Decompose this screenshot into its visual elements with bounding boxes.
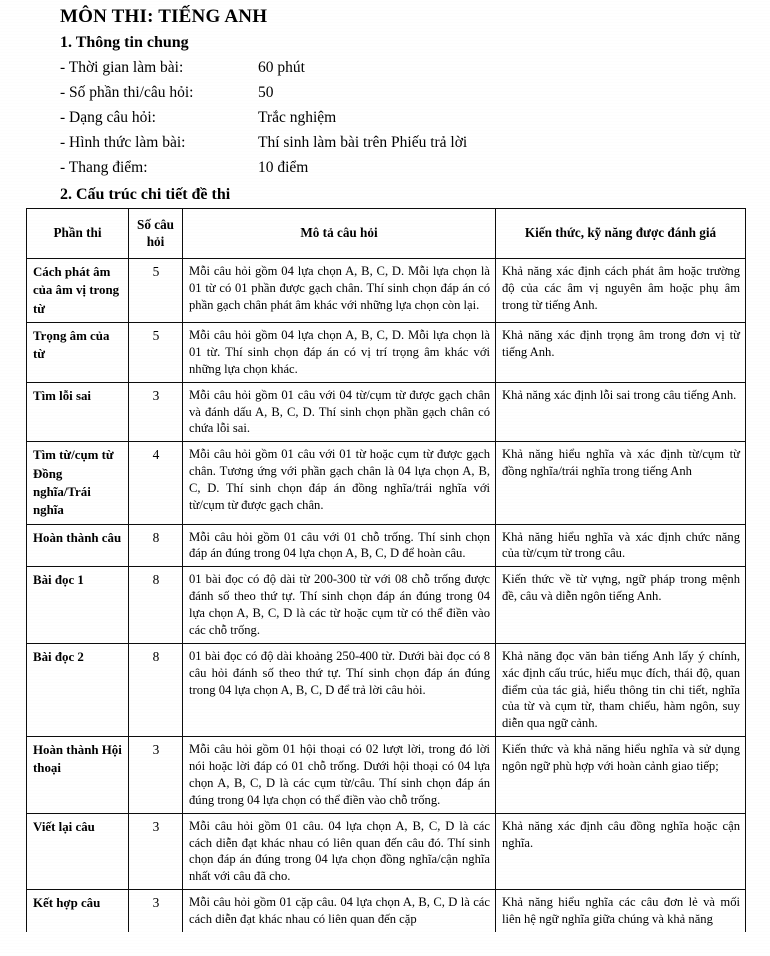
cell-description: 01 bài đọc có độ dài từ 200-300 từ với 08 chỗ trống được đánh số theo thứ tự. Thí sinh chọn đáp án đúng trong 04 lựa chọn A, B, C, D là các từ hoặc cụm từ có thể điền vào các chỗ trống. xyxy=(183,567,496,644)
table-row xyxy=(27,524,746,567)
cell-count: 5 xyxy=(129,323,183,383)
cell-skill: Khả năng xác định câu đồng nghĩa hoặc cận nghĩa. xyxy=(496,813,746,890)
general-info-list xyxy=(0,54,770,181)
cell-description: Mỗi câu hỏi gồm 01 câu với 04 từ/cụm từ được gạch chân và đánh dấu A, B, C, D. Thí sinh chọn phần gạch chân có chứa lỗi sai. xyxy=(183,382,496,442)
section-heading-exam-structure: 2. Cấu trúc chi tiết đề thi xyxy=(60,185,231,203)
cell-skill: Kiến thức và khả năng hiểu nghĩa và sử dụng ngôn ngữ phù hợp với hoàn cảnh giao tiếp; xyxy=(496,737,746,814)
cell-part: Hoàn thành câu xyxy=(27,524,129,567)
cell-part: Tìm từ/cụm từ Đồng nghĩa/Trái nghĩa xyxy=(27,442,129,524)
cell-part: Kết hợp câu xyxy=(27,890,129,932)
cell-description: Mỗi câu hỏi gồm 01 câu với 01 chỗ trống. Thí sinh chọn đáp án đúng trong 04 lựa chọn A, B, C, D để hoàn câu. xyxy=(183,524,496,567)
cell-description: Mỗi câu hỏi gồm 01 cặp câu. 04 lựa chọn A, B, C, D là các cách diễn đạt khác nhau có liên quan đến cặp xyxy=(183,890,496,932)
cell-part: Bài đọc 2 xyxy=(27,643,129,736)
cell-part: Bài đọc 1 xyxy=(27,567,129,644)
info-label: - Dạng câu hỏi: xyxy=(60,109,156,127)
cell-part: Cách phát âm của âm vị trong từ xyxy=(27,259,129,323)
info-value: 10 điểm xyxy=(258,159,309,177)
cell-skill: Khả năng xác định cách phát âm hoặc trường độ của các âm vị nguyên âm hoặc phụ âm trong từ tiếng Anh. xyxy=(496,259,746,323)
cell-skill: Khả năng hiểu nghĩa và xác định từ/cụm từ đồng nghĩa/trái nghĩa trong tiếng Anh xyxy=(496,442,746,524)
table-row xyxy=(27,643,746,736)
table-row xyxy=(27,567,746,644)
cell-skill: Khả năng xác định trọng âm trong đơn vị từ tiếng Anh. xyxy=(496,323,746,383)
cell-skill: Khả năng đọc văn bản tiếng Anh lấy ý chính, xác định cấu trúc, hiểu mục đích, thái độ, quan điểm của tác giả, hiểu thông tin chi tiết, nghĩa của từ và cụm từ, tham chiếu, hàm ngôn, suy diễn qua ngữ cảnh. xyxy=(496,643,746,736)
info-value: Thí sinh làm bài trên Phiếu trả lời xyxy=(258,134,468,152)
column-header-part: Phần thi xyxy=(27,208,129,258)
cell-count: 4 xyxy=(129,442,183,524)
cell-skill: Khả năng hiểu nghĩa và xác định chức năng của từ/cụm từ trong câu. xyxy=(496,524,746,567)
info-label: - Số phần thi/câu hỏi: xyxy=(60,84,194,102)
page-title: MÔN THI: TIẾNG ANH xyxy=(60,6,268,27)
info-row-dang-cau-hoi xyxy=(0,105,770,130)
table-row xyxy=(27,737,746,814)
column-header-description: Mô tả câu hỏi xyxy=(183,208,496,258)
info-label: - Hình thức làm bài: xyxy=(60,134,186,152)
info-row-hinh-thuc-lam-bai xyxy=(0,130,770,155)
table-header-row xyxy=(27,208,746,258)
column-header-skill: Kiến thức, kỹ năng được đánh giá xyxy=(496,208,746,258)
info-value: 50 xyxy=(258,84,274,102)
cell-skill: Khả năng xác định lỗi sai trong câu tiếng Anh. xyxy=(496,382,746,442)
info-label: - Thang điểm: xyxy=(60,159,148,177)
info-value: Trắc nghiệm xyxy=(258,109,337,127)
cell-count: 8 xyxy=(129,567,183,644)
exam-structure-table xyxy=(26,208,746,932)
info-row-so-phan-thi xyxy=(0,80,770,105)
cell-part: Hoàn thành Hội thoại xyxy=(27,737,129,814)
cell-count: 3 xyxy=(129,737,183,814)
column-header-question-count: Số câu hỏi xyxy=(129,208,183,258)
info-value: 60 phút xyxy=(258,59,305,77)
cell-count: 3 xyxy=(129,890,183,932)
table-row xyxy=(27,382,746,442)
cell-description: Mỗi câu hỏi gồm 01 câu với 01 từ hoặc cụm từ được gạch chân. Tương ứng với phần gạch chân là 04 lựa chọn A, B, C, D. Thí sinh chọn đáp án đồng nghĩa/trái nghĩa với từ/cụm từ được gạch chân. xyxy=(183,442,496,524)
exam-structure-table-wrapper xyxy=(0,208,770,932)
info-row-thang-diem xyxy=(0,155,770,180)
cell-count: 8 xyxy=(129,524,183,567)
table-row xyxy=(27,813,746,890)
table-row xyxy=(27,442,746,524)
section-heading-general-info: 1. Thông tin chung xyxy=(60,33,189,51)
cell-count: 3 xyxy=(129,382,183,442)
cell-count: 5 xyxy=(129,259,183,323)
cell-skill: Khả năng hiểu nghĩa các câu đơn lẻ và mối liên hệ ngữ nghĩa giữa chúng và khả năng xyxy=(496,890,746,932)
cell-description: Mỗi câu hỏi gồm 01 hội thoại có 02 lượt lời, trong đó lời nói hoặc lời đáp có 01 chỗ trống. Dưới hội thoại có 04 lựa chọn A, B, C, D là các cụm từ/câu. Thí sinh chọn đáp án đúng trong 04 lựa chọn có thể điền vào chỗ trống. xyxy=(183,737,496,814)
cell-description: 01 bài đọc có độ dài khoảng 250-400 từ. Dưới bài đọc có 8 câu hỏi đánh số theo thứ tự. Thí sinh chọn đáp án đúng trong 04 lựa chọn A, B, C, D để trả lời câu hỏi. xyxy=(183,643,496,736)
info-row-thoi-gian-lam-bai xyxy=(0,55,770,80)
cell-part: Tìm lỗi sai xyxy=(27,382,129,442)
table-body xyxy=(27,259,746,932)
cell-description: Mỗi câu hỏi gồm 01 câu. 04 lựa chọn A, B, C, D là các cách diễn đạt khác nhau có liên quan đến câu đó. Thí sinh chọn đáp án đúng trong 04 lựa chọn đồng nghĩa/cận nghĩa nhất với câu đã cho. xyxy=(183,813,496,890)
cell-description: Mỗi câu hỏi gồm 04 lựa chọn A, B, C, D. Mỗi lựa chọn là 01 từ có 01 phần được gạch chân. Thí sinh chọn đáp án có phần gạch chân phát âm khác với những lựa chọn còn lại. xyxy=(183,259,496,323)
table-row xyxy=(27,259,746,323)
cell-part: Viết lại câu xyxy=(27,813,129,890)
cell-count: 8 xyxy=(129,643,183,736)
cell-skill: Kiến thức về từ vựng, ngữ pháp trong mệnh đề, câu và diễn ngôn tiếng Anh. xyxy=(496,567,746,644)
table-header xyxy=(27,208,746,258)
cell-part: Trọng âm của từ xyxy=(27,323,129,383)
table-row xyxy=(27,323,746,383)
cell-count: 3 xyxy=(129,813,183,890)
table-row xyxy=(27,890,746,932)
info-label: - Thời gian làm bài: xyxy=(60,59,184,77)
cell-description: Mỗi câu hỏi gồm 04 lựa chọn A, B, C, D. Mỗi lựa chọn là 01 từ. Thí sinh chọn đáp án có vị trí trọng âm khác với những lựa chọn khác. xyxy=(183,323,496,383)
